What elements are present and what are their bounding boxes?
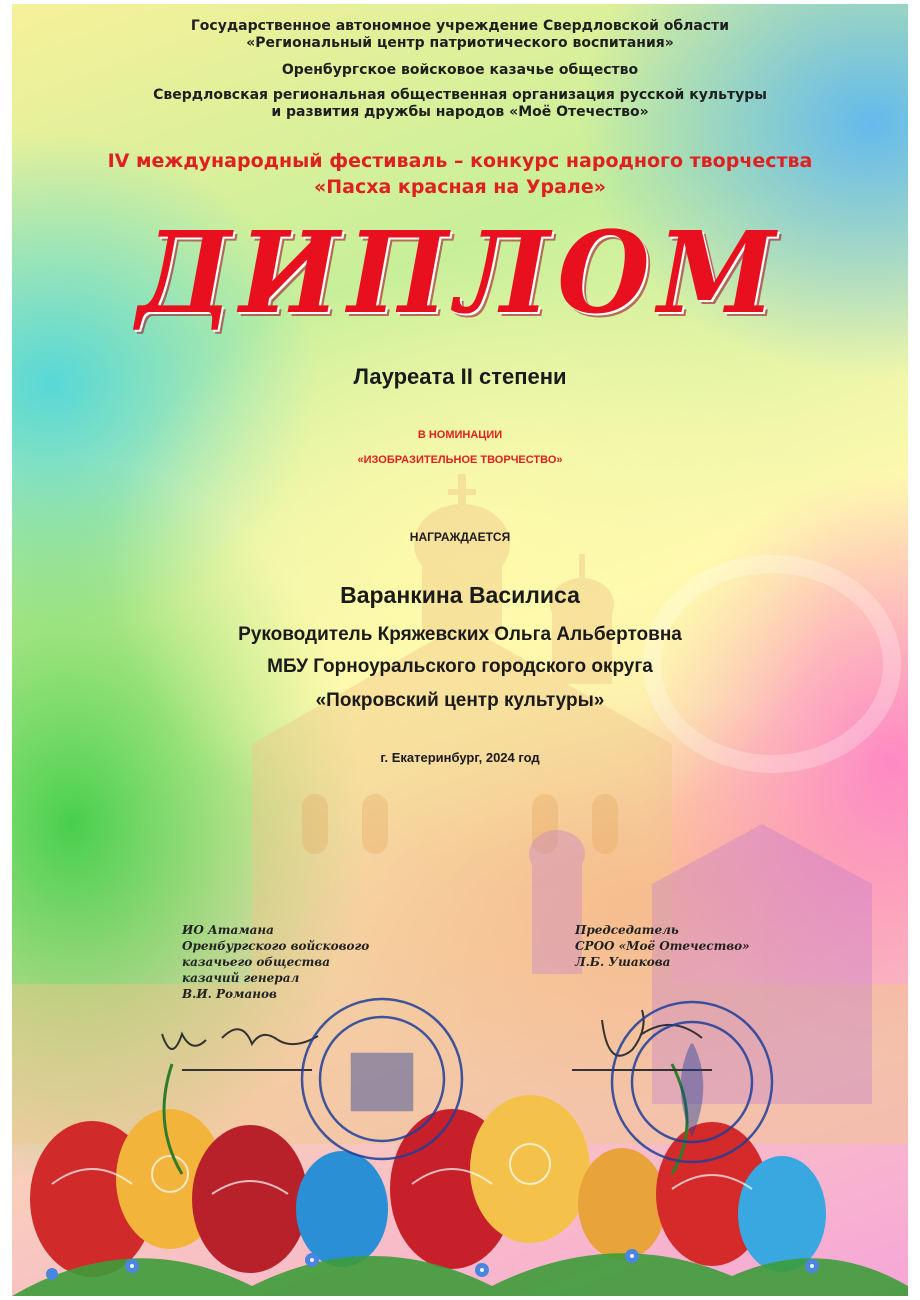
signatory-left-line2: Оренбургского войскового [182,939,370,953]
header-org1-line2: «Региональный центр патриотического воспитания» [246,35,674,51]
recipient-supervisor: Руководитель Кряжевских Ольга Альбертовна [238,624,682,645]
diploma-page [12,4,908,1296]
signatory-right-line3: Л.Б. Ушакова [575,955,671,969]
header-org2: Оренбургское войсковое казачье общество [281,62,639,78]
header-org3-line2: и развития дружбы народов «Моё Отечество» [271,104,649,120]
recipient-institution-line1: МБУ Горноуральского городского округа [267,656,653,677]
festival-line2: «Пасха красная на Урале» [313,176,606,198]
signatory-left-line1: ИО Атамана [182,923,274,937]
header-org1-line1: Государственное автономное учреждение Свердловской области [190,18,730,34]
awarded-label: НАГРАЖДАЕТСЯ [409,530,511,544]
header-org3-line1: Свердловская региональная общественная организация русской культуры [153,87,767,103]
signatory-right [575,922,750,970]
festival-title [12,148,908,200]
festival-line1: IV международный фестиваль – конкурс народного творчества [107,150,813,172]
signatory-left-line3: казачьего общества [182,955,330,969]
signatory-left [182,922,369,1002]
nomination-value: «ИЗОБРАЗИТЕЛЬНОЕ ТВОРЧЕСТВО» [357,454,563,466]
signatory-left-line5: В.И. Романов [182,987,277,1001]
nomination-label: В НОМИНАЦИИ [417,429,503,441]
place-date: г. Екатеринбург, 2024 год [380,750,540,765]
signatory-left-line4: казачий генерал [182,971,300,985]
recipient-name: Варанкина Василиса [340,582,580,608]
recipient-institution-line2: «Покровский центр культуры» [315,690,605,711]
signatory-right-line2: СРОО «Моё Отечество» [575,939,750,953]
laureate-degree: Лауреата II степени [353,364,567,389]
diploma-title: ДИПЛОМ [137,208,783,339]
signatory-right-line1: Председатель [575,923,679,937]
